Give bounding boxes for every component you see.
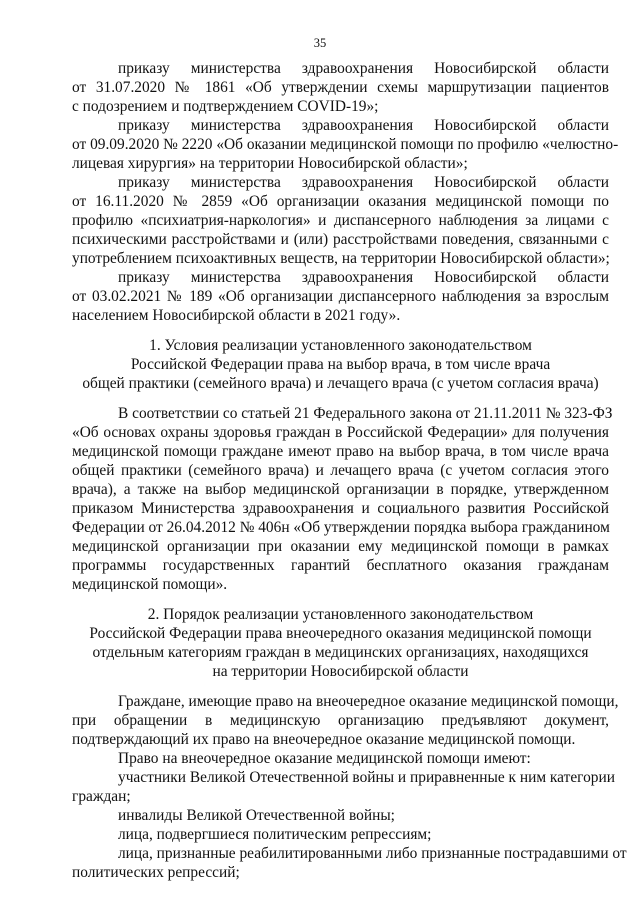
section-heading-line: Российской Федерации права внеочередного оказания медицинской помощи — [89, 625, 592, 642]
text-line: «Об основах охраны здоровья граждан в Российской Федерации» для получения — [72, 424, 609, 441]
text-line: В соответствии со статьей 21 Федерального закона от 21.11.2011 № 323-ФЗ — [118, 405, 613, 422]
text-line: с подозрением и подтверждением COVID-19»; — [72, 98, 379, 115]
section-heading-line: Российской Федерации права на выбор врача, в том числе врача — [130, 356, 551, 373]
text-line: от 16.11.2020 № 2859 «Об организации оказания медицинской помощи по — [72, 193, 609, 210]
text-line: Федерации от 26.04.2012 № 406н «Об утверждении порядка выбора гражданином — [72, 519, 610, 536]
text-line: психическими расстройствами и (или) расстройствами поведения, связанными с — [72, 231, 609, 248]
section-heading-line: общей практики (семейного врача) и лечащего врача (с учетом согласия врача) — [82, 375, 599, 392]
text-line: подтверждающий их право на внеочередное оказание медицинской помощи. — [72, 731, 576, 748]
text-line: от 09.09.2020 № 2220 «Об оказании медицинской помощи по профилю «челюстно- — [72, 136, 619, 153]
text-line: медицинской организации при оказании ему медицинской помощи в рамках — [72, 538, 609, 555]
section-heading-line: на территории Новосибирской области — [212, 663, 469, 680]
text-line: приказом Министерства здравоохранения и социального развития Российской — [72, 500, 609, 517]
section-heading-line: 1. Условия реализации установленного законодательством — [149, 337, 532, 354]
page-number: 35 — [313, 36, 327, 50]
text-line: от 31.07.2020 № 1861 «Об утверждении схемы маршрутизации пациентов — [72, 79, 609, 96]
text-line: врача), а также на выбор медицинской организации в порядке, утвержденном — [72, 481, 609, 498]
text-line: населением Новосибирской области в 2021 году». — [72, 307, 401, 324]
text-line: от 03.02.2021 № 189 «Об организации диспансерного наблюдения за взрослым — [72, 288, 609, 305]
text-line: политических репрессий; — [72, 864, 240, 881]
text-line: приказу министерства здравоохранения Новосибирской области — [118, 117, 609, 134]
section-heading-line: 2. Порядок реализации установленного законодательством — [147, 606, 534, 623]
text-line: общей практики (семейного врача) и лечащего врача (с учетом согласия этого — [72, 462, 609, 479]
text-line: употреблением психоактивных веществ, на территории Новосибирской области»; — [72, 250, 610, 267]
text-line: профилю «психиатрия-наркология» и диспансерного наблюдения за лицами с — [72, 212, 609, 229]
text-line: лица, признанные реабилитированными либо признанные пострадавшими от — [118, 845, 627, 862]
text-line: медицинской помощи». — [72, 576, 228, 593]
text-line: инвалиды Великой Отечественной войны; — [118, 807, 395, 824]
text-line: Граждане, имеющие право на внеочередное оказание медицинской помощи, — [118, 693, 619, 710]
section-heading-line: отдельным категориям граждан в медицинских организациях, находящихся — [92, 644, 589, 661]
text-line: при обращении в медицинскую организацию предъявляют документ, — [72, 712, 609, 729]
text-line: Право на внеочередное оказание медицинской помощи имеют: — [118, 750, 531, 767]
text-line: приказу министерства здравоохранения Новосибирской области — [118, 60, 609, 77]
text-line: приказу министерства здравоохранения Новосибирской области — [118, 174, 609, 191]
text-line: лицевая хирургия» на территории Новосибирской области»; — [72, 155, 468, 172]
text-line: приказу министерства здравоохранения Новосибирской области — [118, 269, 609, 286]
text-line: граждан; — [72, 788, 131, 805]
text-line: участники Великой Отечественной войны и приравненные к ним категории — [118, 769, 615, 786]
text-line: программы государственных гарантий бесплатного оказания гражданам — [72, 557, 609, 574]
text-line: медицинской помощи граждане имеют право на выбор врача, в том числе врача — [72, 443, 609, 460]
text-line: лица, подвергшиеся политическим репрессиям; — [118, 826, 432, 843]
